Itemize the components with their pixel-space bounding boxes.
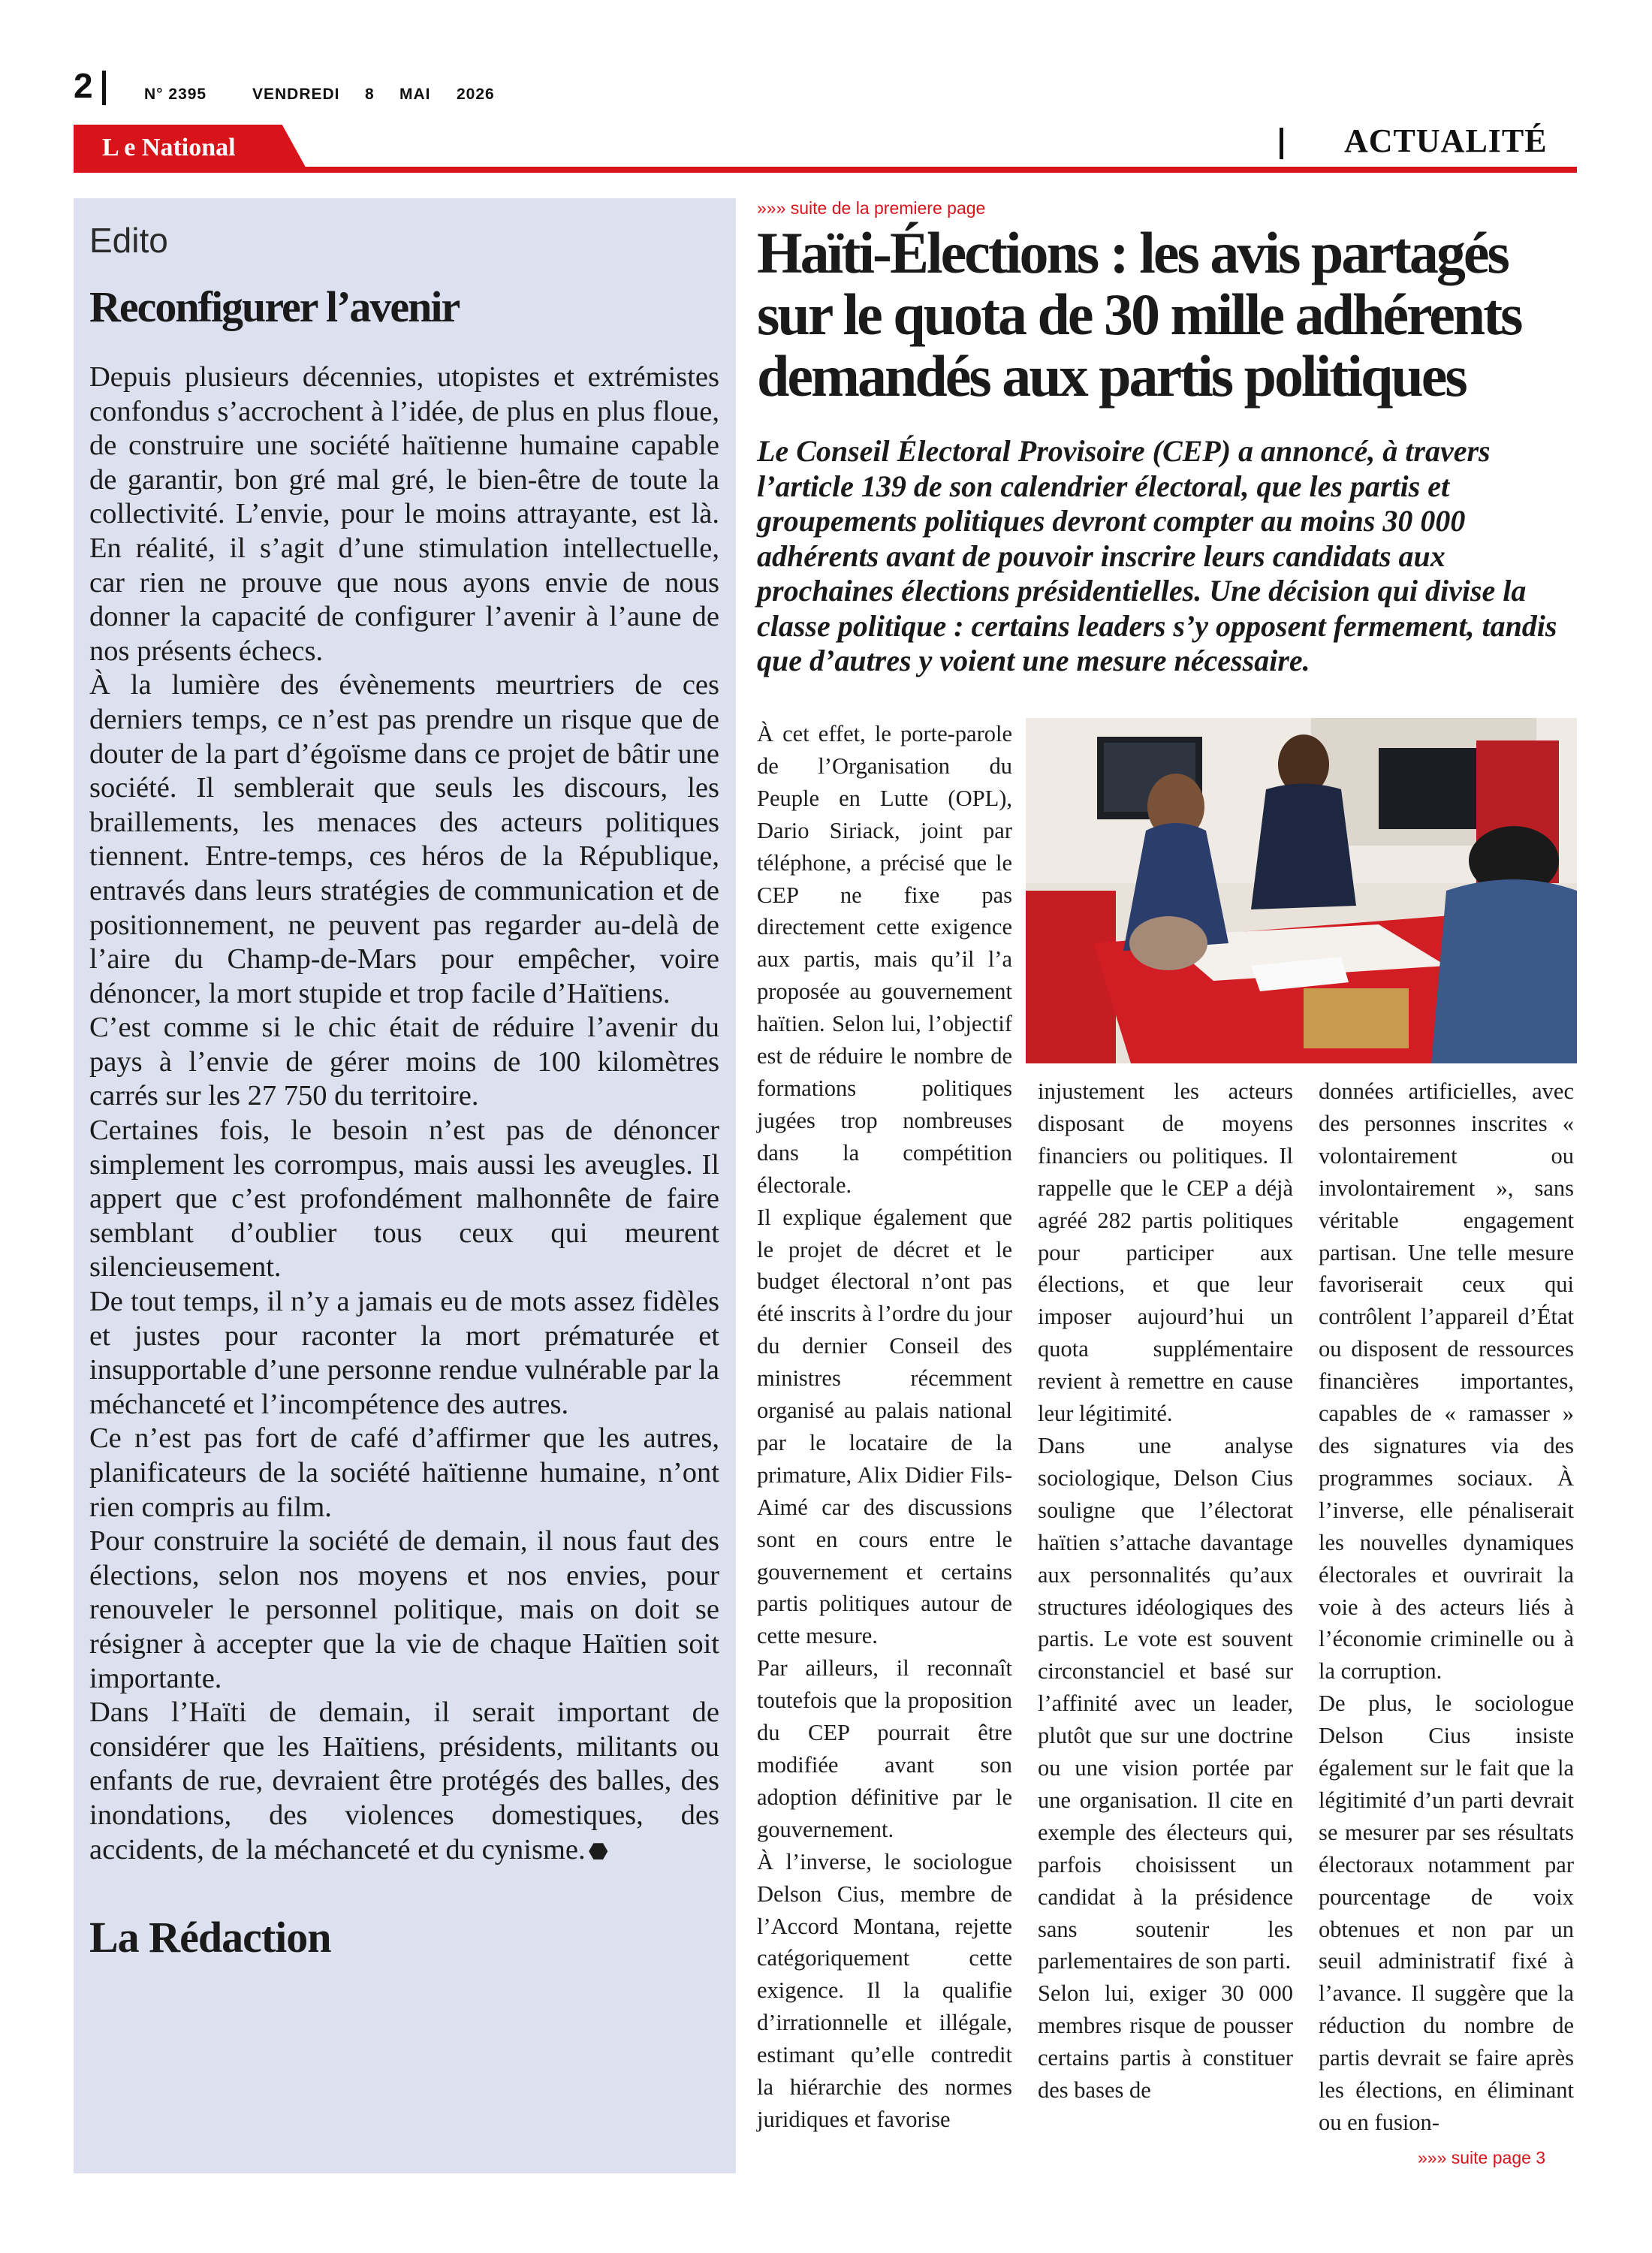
edito-paragraph: Pour construire la société de demain, il nous faut des élections, selon nos moyens et nos envies, pour renouveler le personnel politique, mais on doit se résigner à accepter que la vie de chaque Haïtien soit importante. — [89, 1525, 719, 1694]
edito-paragraph-text: Dans l’Haïti de demain, il serait important de considérer que les Haïtiens, présidents, militants ou enfants de rue, devraient être protégés des balles, des inondations, des violences domestiques, des accidents, de la méchanceté et du cynisme. — [89, 1697, 719, 1865]
article-photo — [1026, 718, 1577, 1063]
edito-paragraph: De tout temps, il n’y a jamais eu de mots assez fidèles et justes pour raconter la mort prématurée et insupportable d’une personne rendue vulnérable par la méchanceté et l’incompétence des autres. — [89, 1286, 719, 1420]
edito-paragraph: C’est comme si le chic était de réduire l’avenir du pays à l’envie de gérer moins de 100 kilomètres carrés sur les 27 750 du territoire. — [89, 1012, 719, 1112]
article-paragraph: Par ailleurs, il reconnaît toutefois que la proposition du CEP pourrait être modifiée avant son adoption définitive par le gouvernement. — [757, 1655, 1012, 1842]
edito-panel — [74, 198, 736, 2173]
article-paragraph: Selon lui, exiger 30 000 membres risque de pousser certains partis à constituer des bases de — [1038, 1980, 1293, 2104]
article-paragraph: De plus, le sociologue Delson Cius insiste également sur le fait que la légitimité d’un parti devrait se mesurer par ses résultats électoraux notamment par pourcentage de voix obtenues et non par un seuil administratif fixé à l’avance. Il suggère que la réduction du nombre de partis devrait se faire après les élections, en éliminant ou en fusion- — [1319, 1691, 1574, 2135]
continuation-link[interactable]: »»» suite page 3 — [1418, 2148, 1546, 2167]
edito-title: Reconfigurer l’avenir — [89, 282, 460, 331]
article-paragraph: Dans une analyse sociologique, Delson Cius souligne que l’électorat haïtien s’attache davantage aux personnalités qu’aux structures idéologiques des partis. Le vote est souvent circonstanciel et basé sur l’affinité avec un leader, plutôt que sur une doctrine ou une vision portée par une organisation. Il cite en exemple des électeurs qui, parfois choisissent un candidat à la présidence sans soutenir les parlementaires de son parti. — [1038, 1432, 1293, 1974]
edito-paragraph: À la lumière des évènements meurtriers de ces derniers temps, ce n’est pas prendre un risque que de douter de la part d’égoïsme dans ce projet de bâtir une société. Il semblerait que seuls les discours, les braillements, les menaces des acteurs politiques tiennent. Entre-temps, ces héros de la République, entravés dans leurs stratégies de communication et de positionnement, ne peuvent pas regarder au-delà de l’aire du Champ-de-Mars pour empêcher, voire dénoncer, la mort stupide et trop facile d’Haïtiens. — [89, 669, 719, 1009]
article-column-2 — [1038, 1075, 1293, 2107]
edito-paragraph: Ce n’est pas fort de café d’affirmer que les autres, planificateurs de la société haïtienne humaine, n’ont rien compris au film. — [89, 1422, 719, 1523]
article-column-3 — [1319, 1075, 1574, 2139]
issue-month: MAI — [399, 86, 431, 103]
continuation-kicker: »»» suite de la premiere page — [757, 198, 986, 218]
edito-label: Edito — [89, 221, 168, 260]
end-mark-icon: ⬣ — [588, 1838, 608, 1864]
issue-date-day: 8 — [365, 86, 375, 103]
edito-paragraph: Certaines fois, le besoin n’est pas de dénoncer simplement les corrompus, mais aussi les aveugles. Il appert que c’est profondément malhonnête de faire semblant d’oublier tous ceux qui meurent silencieusement. — [89, 1114, 719, 1283]
issue-day: VENDREDI — [252, 86, 340, 103]
issue-year: 2026 — [457, 86, 495, 103]
issue-number: N° 2395 — [144, 86, 207, 103]
article-paragraph: À cet effet, le porte-parole de l’Organisation du Peuple en Lutte (OPL), Dario Siriack, joint par téléphone, a précisé que le CEP ne fixe pas directement cette exigence aux partis, mais qu’il l’a proposée au gouvernement haïtien. Selon lui, l’objectif est de réduire le nombre de formations politiques jugées trop nombreuses dans la compétition électorale. — [757, 721, 1012, 1198]
edito-paragraph-last — [89, 1696, 719, 1868]
section-divider — [1280, 128, 1283, 159]
article-paragraph: Il explique également que le projet de décret et le budget électoral n’ont pas été inscrits à l’ordre du jour du dernier Conseil des ministres récemment organisé au palais national par le locataire de la primature, Alix Didier Fils-Aimé car des discussions sont en cours entre le gouvernement et certains partis politiques autour de cette mesure. — [757, 1204, 1012, 1649]
page-number: 2 — [74, 66, 93, 105]
page-number-divider — [102, 71, 106, 105]
article-paragraph: À l’inverse, le sociologue Delson Cius, membre de l’Accord Montana, rejette catégoriquement cette exigence. Il la qualifie d’irrationnelle et illégale, estimant qu’elle contredit la hiérarchie des normes juridiques et favorise — [757, 1848, 1012, 2132]
edito-paragraph: Depuis plusieurs décennies, utopistes et extrémistes confondus s’accrochent à l’idée, de plus en plus floue, de construire une société haïtienne humaine capable de garantir, bon gré mal gré, le bien-être de toute la collectivité. L’envie, pour le moins attrayante, est là. En réalité, il s’agit d’une stimulation intellectuelle, car rien ne prouve que nous ayons envie de nous donner la capacité de configurer l’avenir à l’aune de nos présents échecs. — [89, 361, 719, 667]
article-paragraph: données artificielles, avec des personnes inscrites « volontairement ou involontairement », sans véritable engagement partisan. Une telle mesure favoriserait ceux qui contrôlent l’appareil d’État ou disposent de ressources financières importantes, capables de « ramasser » des signatures via des programmes sociaux. À l’inverse, elle pénaliserait les nouvelles dynamiques électorales et ouvrirait la voie à des acteurs liés à l’économie criminelle ou à la corruption. — [1319, 1078, 1574, 1684]
edito-body — [89, 360, 719, 1869]
article-headline: Haïti-Élections : les avis partagés sur le quota de 30 mille adhérents demandés aux partis politiques — [757, 220, 1521, 409]
photo-illustration — [1026, 718, 1577, 1063]
brand-name: L e National — [102, 134, 236, 161]
section-title: ACTUALITÉ — [1344, 122, 1548, 159]
edito-signature: La Rédaction — [89, 1912, 331, 1962]
article-lede: Le Conseil Électoral Provisoire (CEP) a annoncé, à travers l’article 139 de son calendrier électoral, que les partis et groupements politiques devront compter au moins 30 000 adhérents avant de pouvoir inscrire leurs candidats aux prochaines élections présidentielles. Une décision qui divise la classe politique : certains leaders s’y opposent fermement, tandis que d’autres y voient une mesure nécessaire. — [757, 434, 1557, 677]
article-paragraph: injustement les acteurs disposant de moyens financiers ou politiques. Il rappelle que le CEP a déjà agréé 282 partis politiques pour participer aux élections, et que leur imposer aujourd’hui un quota supplémentaire revient à remettre en cause leur légitimité. — [1038, 1078, 1293, 1427]
article-column-1 — [757, 718, 1012, 2136]
